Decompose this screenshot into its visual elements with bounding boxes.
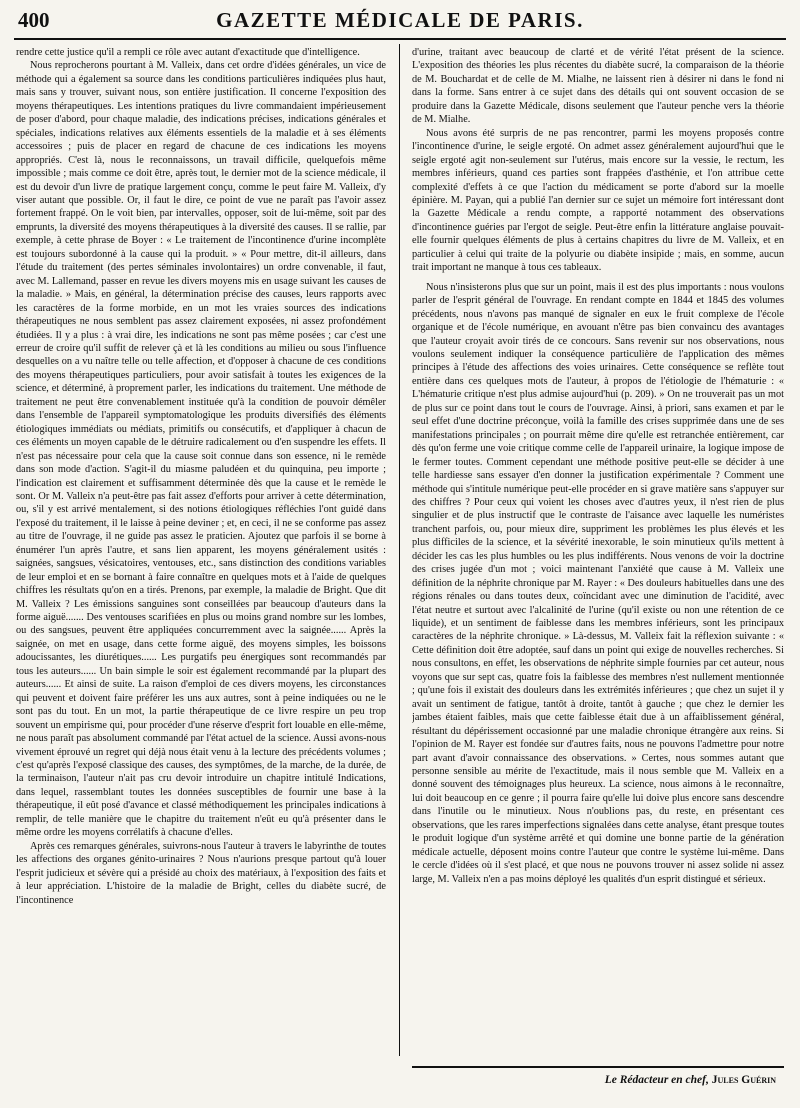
paragraph: d'urine, traitant avec beaucoup de clarté et de vérité l'état présent de la science. L'exposition des théories les plus récentes du diabète sucré, la comparaison de la théorie de M. Bouchardat et de celle de M. Mialhe, ne laissent rien à désirer ni dans le fond ni dans la forme. Sans entrer à ce sujet dans des détails qui ont souvent occasion de se produire dans la Gazette Médicale, disons seulement que l'auteur penche vers la théorie de M. Mialhe.	[412, 47, 784, 126]
right-column	[412, 46, 784, 1066]
paragraph: Après ces remarques générales, suivrons-nous l'auteur à travers le labyrinthe de toutes les affections des organes génito-urinaires ? Nous n'aurions presque partout qu'à louer l'esprit judicieux et sévère qui a présidé au choix des matériaux, à l'exposition des faits et à leur appréciation. L'histoire de la maladie de Bright, celles du diabète sucré, de l'incontinence	[16, 840, 386, 906]
editor-signature	[605, 1074, 776, 1086]
paragraph: Nous reprocherons pourtant à M. Valleix, dans cet ordre d'idées générales, un vice de méthode qui a également sa source dans les conditions particulières indiquées plus haut, mais sans y trouver, suivant nous, son entière justification. Il concerne l'exposition des moyens thérapeutiques. Les intentions pratiques du livre commandaient impérieusement de poser d'abord, pour chaque maladie, des indications précises, indications générales et spéciales, indications relatives aux éléments essentiels de la maladie et à ses éléments accessoires ; puis de placer en regard de chacune de ces indications les moyens appropriés. C'est là, nous le reconnaissons, un travail difficile, quelquefois même impossible ; mais comme ce doit être, après tout, le dernier mot de la science médicale, il est du devoir d'un livre de pratique largement conçu, comme le peut faire M. Valleix, d'y viser autant que possible. Or, il faut le dire, ce point de vue ne paraît pas l'avoir assez fortement frappé. On le voit bien, par intervalles, opposer, soit de lui-même, soit par des emprunts, la diversité des moyens thérapeutiques à la diversité des causes. Il se rallie, par exemple, à cette phrase de Boyer : « Le traitement de l'incontinence d'urine incomplète est toujours subordonné à la cause qui la produit. » « Pour mettre, dit-il ailleurs, dans l'étude du traitement (des pertes séminales involontaires) un ordre convenable, il faut, avec M. Lallemand, passer en revue les divers moyens mis en usage suivant les causes de la maladie. » Mais, en général, la détermination précise des causes, leurs rapports avec les caractères de la forme morbide, en un mot les vraies sources des indications thérapeutiques ne nous semblent pas assez clairement exposées, ni assez profondément étudiées. Il y a plus : à vrai dire, les indications ne sont pas même posées ; car c'est une erreur de croire qu'il suffit de relever çà et là les conditions au milieu ou sous l'influence desquelles on a vu naître telle ou telle affection, et d'opposer à chacune de ces conditions des moyens thérapeutiques particuliers, pour avoir satisfait à toutes les exigences de la science, et déterminé, à proprement parler, les indications du traitement. Une méthode de traitement ne peut être convenablement instituée qu'à la condition de pouvoir démêler dans l'ensemble de l'appareil symptomatologique les produits diversifiés des éléments étiologiques immédiats ou médiats, primitifs ou consécutifs, et d'appliquer à chacun de ces éléments un moyen capable de le détruire radicalement ou d'en suspendre les effets. Il n'est pas nécessaire pour cela que la cause soit connue dans son essence, ni le remède dans son mode d'action. S'agit-il du miasme paludéen et du quinquina, peu importe ; l'indication est clairement et suffisamment déterminée dès que la cause et le remède le sont. Or M. Valleix n'a peut-être pas fait assez d'efforts pour arriver à cette détermination, ou, s'il y est arrivé mentalement, si des notions étiologiques réfléchies l'ont guidé dans l'exposé du traitement, il le laisse à peine deviner ; et, en ceci, il ne se conforme pas assez au titre de l'ouvrage, il ne guide pas assez le praticien. Ajoutez que parfois il se borne à énumérer l'un après l'autre, et sans lien apparent, les moyens généralement usités : saignées, sangsues, vésicatoires, ventouses, etc., sans distinction des conditions variables de leur emploi et en se bornant à faire connaître en quelques mots et à l'aide de quelques chiffres les résultats qu'on en a tirés. Prenons, par exemple, la maladie de Bright. Que dit M. Valleix ? Les émissions sanguines sont conseillées par beaucoup d'auteurs dans la forme aiguë....... Des ventouses scarifiées en plus ou moins grand nombre sur les lombes, ou des sangsues, peuvent être appliquées concurremment avec la saignée...... Après la saignée, on met en usage, dans cette forme aiguë, des moyens simples, les boissons adoucissantes, les diurétiques...... Les purgatifs peu énergiques sont recommandés par tous les auteurs...... Un bain simple le soir est également recommandé par la plupart des auteurs...... Et ainsi de suite. La raison d'emploi de ces divers moyens, les circonstances qui peuvent et doivent faire préférer les uns aux autres, sont à peine indiquées ou ne le sont pas du tout. En un mot, la partie thérapeutique de ce livre respire un peu trop souvent un empirisme qui, pour procéder d'une réserve d'esprit fort louable en elle-même, ne nous paraît pas absolument commandé par l'état actuel de la science. Aussi avons-nous vivement éprouvé un regret qui déjà nous était venu à la lecture des précédents volumes ; c'est qu'après l'exposé classique des causes, des symptômes, de la marche, de la durée, de la terminaison, l'auteur n'ait pas cru devoir introduire un chapitre intitulé Indications, dans lequel, rassemblant toutes les données susceptibles de fournir une base à la thérapeutique, il eût posé d'avance et classé méthodiquement les principales indications à remplir, de telle manière que le chapitre du traitement n'eût eu qu'à présenter dans le même ordre les moyens corrélatifs à chacune d'elles.	[16, 60, 386, 839]
journal-title: GAZETTE MÉDICALE DE PARIS.	[216, 8, 584, 32]
footer-rule	[412, 1066, 784, 1068]
left-column	[16, 46, 386, 1066]
paragraph: Nous avons été surpris de ne pas rencontrer, parmi les moyens proposés contre l'incontinence d'urine, le seigle ergoté. On admet assez généralement aujourd'hui que le seigle ergoté agit non-seulement sur l'utérus, mais encore sur la vessie, le rectum, les membres inférieurs, quand ces parties sont frappées d'asthénie, et l'on attribue cette complexité d'effets à ce que l'action du médicament se porte d'abord sur la moelle épinière. M. Payan, qui a publié l'an dernier sur ce sujet un mémoire fort intéressant dont la Gazette Médicale a rendu compte, a rapporté notamment des observations d'incontinence guéries par l'ergot de seigle. Peut-être enfin la littérature anglaise pouvait-elle fournir quelques éléments de plus à certains chapitres du livre de M. Valleix, et en particulier à celui qui traite de la polyurie ou diabète insipide ; mais, en somme, aucun trait important ne manque à tous ces tableaux.	[412, 127, 784, 274]
page-number: 400	[18, 8, 50, 32]
paragraph: Nous n'insisterons plus que sur un point, mais il est des plus importants : nous voulons parler de l'esprit général de l'ouvrage. En rendant compte en 1844 et 1845 des volumes précédents, nous n'avons pas manqué de signaler en eux le fruit complexe de l'école organique et de l'école numérique, en avouant n'être pas bien convaincu des avantages que l'auteur croyait avoir tirés de ce concours. Sans revenir sur nos observations, nous voulons seulement indiquer la conséquence particulière de l'application des mêmes principes à l'étude des affections des voies urinaires. Cette conséquence se reflète tout entière dans ces quelques mots de l'auteur, à propos de l'étiologie de l'hématurie : « L'hématurie critique n'est plus admise aujourd'hui (p. 209). » On ne trouverait pas un mot de plus sur ce point dans tout le cours de l'ouvrage. Ainsi, à priori, sans examen et par le seul effet d'une doctrine préconçue, voilà la famille des crises supprimée dans une de ses manifestations principales ; on pourrait même dire qu'elle est retranchée entièrement, car dès qu'on ferme une voie critique comme celle de l'appareil urinaire, la logique impose de le fermer toutes. Comment cependant une méthode positive peut-elle se décider à une telle hardiesse sans essayer d'en donner la justification expérimentale ? Comment une méthode qui s'intitule numérique peut-elle procéder en si grave matière sans s'appuyer sur des chiffres ? Pour ceux qui voient les choses avec d'autres yeux, il n'est rien de plus singulier et de plus instructif que le contraste de l'aisance avec laquelle les numéristes tranchent parfois, ou, pour mieux dire, suppriment les problèmes les plus élevés et les plus difficiles de la science, et la sévérité inexorable, le soin minutieux qu'ils mettent à décider les cas les plus humbles ou les plus indifférents. Nous venons de voir la doctrine des crises jugée d'un mot ; voici maintenant l'anxiété que cause à M. Valleix une définition de la néphrite chronique par M. Rayer : « Des douleurs habituelles dans une des régions rénales ou dans toutes deux, coïncidant avec une diminution de l'acidité, avec l'état neutre et surtout avec l'alcalinité de l'urine (qu'il existe ou non une rétention de ce liquide), et un sentiment de faiblesse dans les membres inférieurs, sont les principaux caractères de la néphrite chronique. » Là-dessus, M. Valleix fait la réflexion suivante : « Cette définition doit être adoptée, sauf dans un point qui exige de nouvelles recherches. Si nous consultons, en effet, les observations de néphrite simple fournies par cet auteur, nous voyons que sur sept cas, quatre fois la faiblesse des membres n'est nullement mentionnée ; qu'une fois il existait des douleurs dans les extrémités inférieures ; que chez un sujet il y avait un sentiment de fatigue, tantôt à droite, tantôt à gauche ; que chez le dernier les jambes étaient faibles, mais que cette faiblesse était due à un affaiblissement général, résultant du dépérissement occasionné par une maladie chronique étrangère aux reins. Si l'opinion de M. Rayer est fondée sur d'autres faits, nous ne pouvons l'admettre pour notre part avant d'avoir connaissance des observations. » Certes, nous sommes autant que personne sensible au mérite de l'exactitude, mais il nous semble que M. Valleix en a donné souvent des témoignages plus heureux. La science, nous aimons à le reconnaître, lui doit beaucoup en ce genre ; il pourra faire qu'elle lui doive plus encore sans descendre dans l'inutile ou le minutieux. Nous n'oublions pas, du reste, en présentant ces observations, que les rares imperfections signalées dans cette analyse, étant presque toutes le produit logique d'un système arrêté et qui domine une bonne partie de la génération médicale actuelle, déposent moins contre l'auteur que contre le système lui-même. Dans le cercle d'idées où il s'est placé, et que nous ne pouvons trouver ni assez solide ni assez large, M. Valleix n'en a pas moins déployé les qualités d'un esprit distingué et sérieux.	[412, 281, 784, 885]
column-divider	[399, 44, 400, 1056]
signature-label: Le Rédacteur en chef,	[604, 1074, 709, 1086]
paragraph: rendre cette justice qu'il a rempli ce rôle avec autant d'exactitude que d'intelligence.	[16, 47, 360, 58]
signature-name: Jules Guérin	[711, 1074, 776, 1086]
page-header	[14, 4, 786, 40]
